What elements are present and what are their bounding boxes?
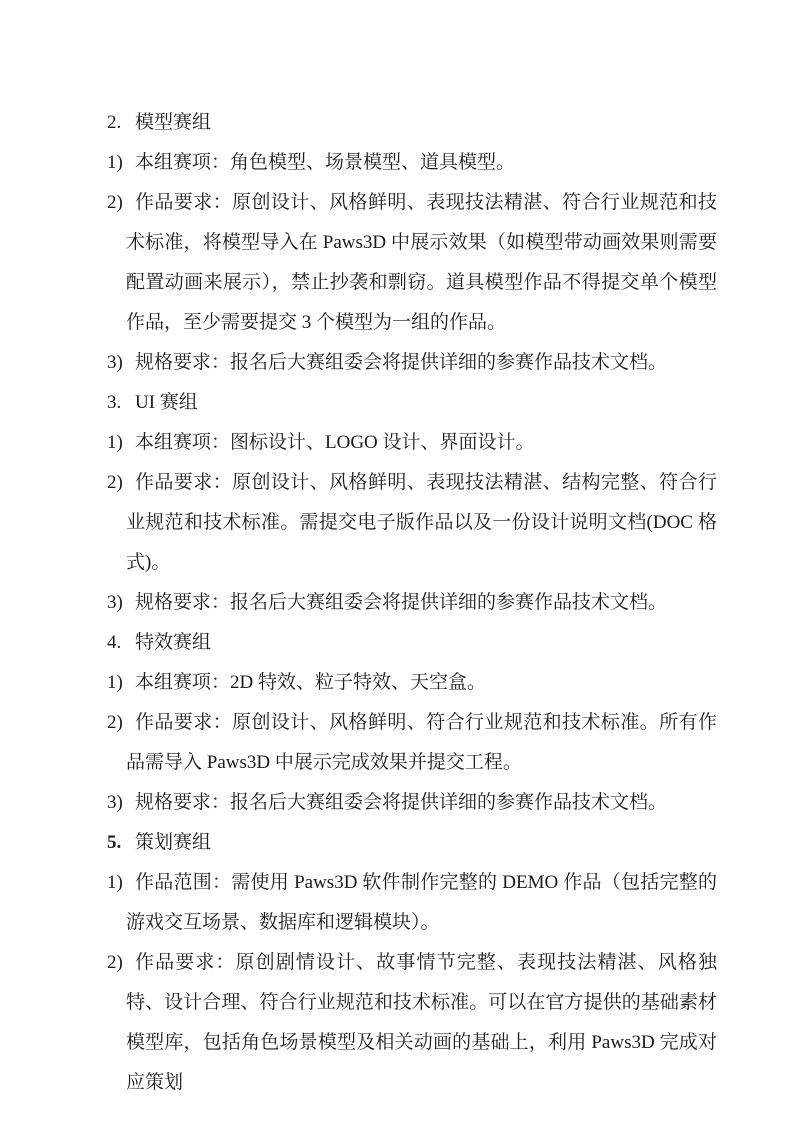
list-item-text: 本组赛项：角色模型、场景模型、道具模型。	[135, 152, 516, 173]
list-item-text: 规格要求：报名后大赛组委会将提供详细的参赛作品技术文档。	[135, 592, 668, 613]
document-body	[107, 103, 717, 1103]
list-item-number: 1)	[107, 672, 123, 693]
list-item	[107, 583, 717, 623]
list-item-number: 1)	[107, 872, 123, 893]
list-item-number: 2)	[107, 192, 123, 213]
list-item	[107, 703, 717, 783]
section-number: 2.	[107, 112, 122, 133]
list-item-text: 本组赛项：2D 特效、粒子特效、天空盒。	[135, 672, 486, 693]
list-item-number: 2)	[107, 952, 123, 973]
list-item	[107, 943, 717, 1103]
section-title: 策划赛组	[135, 832, 212, 853]
list-item	[107, 143, 717, 183]
list-item-number: 2)	[107, 472, 123, 493]
list-item	[107, 423, 717, 463]
list-item-text: 作品要求：原创剧情设计、故事情节完整、表现技法精湛、风格独特、设计合理、符合行业规范和技术标准。可以在官方提供的基础素材模型库，包括角色场景模型及相关动画的基础上，利用 Paws3D 完成对应策划	[126, 952, 717, 1093]
list-item-number: 2)	[107, 712, 123, 733]
section-title: 特效赛组	[135, 632, 212, 653]
list-item	[107, 183, 717, 343]
list-item-text: 规格要求：报名后大赛组委会将提供详细的参赛作品技术文档。	[135, 792, 668, 813]
list-item-text: 作品要求：原创设计、风格鲜明、表现技法精湛、结构完整、符合行业规范和技术标准。需提交电子版作品以及一份设计说明文档(DOC 格式)。	[126, 472, 717, 573]
section-heading	[107, 103, 717, 143]
section-heading	[107, 823, 717, 863]
list-item	[107, 343, 717, 383]
list-item-number: 3)	[107, 592, 123, 613]
list-item	[107, 663, 717, 703]
list-item-number: 1)	[107, 432, 123, 453]
section-heading	[107, 623, 717, 663]
section-number: 5.	[107, 832, 122, 853]
list-item-text: 本组赛项：图标设计、LOGO 设计、界面设计。	[135, 432, 535, 453]
list-item-number: 1)	[107, 152, 123, 173]
list-item-text: 作品要求：原创设计、风格鲜明、表现技法精湛、符合行业规范和技术标准，将模型导入在 Paws3D 中展示效果（如模型带动画效果则需要配置动画来展示），禁止抄袭和剽窃。道具模型作品不得提交单个模型作品，至少需要提交 3 个模型为一组的作品。	[126, 192, 717, 333]
section-title: UI 赛组	[135, 392, 198, 413]
section-number: 3.	[107, 392, 122, 413]
list-item-text: 作品要求：原创设计、风格鲜明、符合行业规范和技术标准。所有作品需导入 Paws3D 中展示完成效果并提交工程。	[126, 712, 717, 773]
list-item-text: 作品范围：需使用 Paws3D 软件制作完整的 DEMO 作品（包括完整的游戏交互场景、数据库和逻辑模块）。	[126, 872, 717, 933]
section-heading	[107, 383, 717, 423]
section-number: 4.	[107, 632, 122, 653]
list-item-number: 3)	[107, 792, 123, 813]
section-title: 模型赛组	[135, 112, 212, 133]
list-item	[107, 863, 717, 943]
list-item	[107, 783, 717, 823]
list-item	[107, 463, 717, 583]
list-item-text: 规格要求：报名后大赛组委会将提供详细的参赛作品技术文档。	[135, 352, 668, 373]
list-item-number: 3)	[107, 352, 123, 373]
